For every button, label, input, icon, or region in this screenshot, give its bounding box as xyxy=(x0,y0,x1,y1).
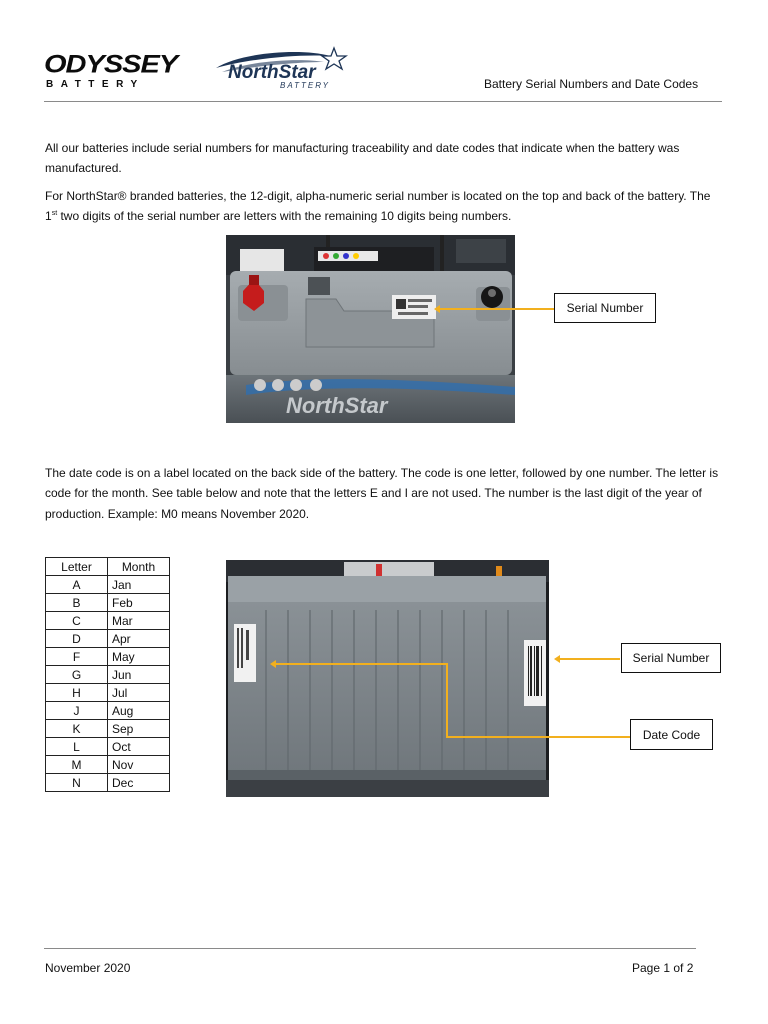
table-row xyxy=(46,756,170,774)
month-column-header: Month xyxy=(108,558,170,576)
intro-paragraph: All our batteries include serial numbers for manufacturing traceability and date codes that indicate when the battery was manufactured. xyxy=(45,141,680,175)
odyssey-logo-word: ODYSSEY xyxy=(44,51,178,79)
back-serial-callout-arrow xyxy=(554,655,560,663)
northstar-logo-word: NorthStar xyxy=(228,62,316,83)
table-row xyxy=(46,576,170,594)
table-row xyxy=(46,738,170,756)
letter-cell: C xyxy=(46,612,108,630)
top-serial-number-callout: Serial Number xyxy=(554,293,656,323)
date-code-table xyxy=(45,557,170,792)
northstar-battery-logo xyxy=(212,46,352,92)
ordinal-superscript: st xyxy=(51,209,58,217)
table-body xyxy=(46,576,170,792)
page-number: Page 1 of 2 xyxy=(632,961,694,975)
battery-brand-text: NorthStar xyxy=(286,393,388,418)
month-cell: Jun xyxy=(108,666,170,684)
letter-cell: H xyxy=(46,684,108,702)
month-cell: Feb xyxy=(108,594,170,612)
date-code-callout-line-bottom xyxy=(446,736,630,738)
table-row xyxy=(46,648,170,666)
table-header-row xyxy=(46,558,170,576)
back-serial-number-callout: Serial Number xyxy=(621,643,721,673)
footer-divider xyxy=(44,948,696,949)
northstar-logo-sub: BATTERY xyxy=(280,81,331,90)
date-code-callout: Date Code xyxy=(630,719,713,750)
month-cell: May xyxy=(108,648,170,666)
battery-back-illustration xyxy=(226,560,549,797)
odyssey-battery-logo xyxy=(44,52,186,92)
month-cell: Sep xyxy=(108,720,170,738)
letter-cell: D xyxy=(46,630,108,648)
month-cell: Aug xyxy=(108,702,170,720)
month-cell: Oct xyxy=(108,738,170,756)
month-cell: Jul xyxy=(108,684,170,702)
month-cell: Nov xyxy=(108,756,170,774)
letter-cell: J xyxy=(46,702,108,720)
table-row xyxy=(46,684,170,702)
footer-date: November 2020 xyxy=(45,961,131,975)
letter-cell: M xyxy=(46,756,108,774)
table-row xyxy=(46,612,170,630)
table-row xyxy=(46,630,170,648)
top-serial-callout-line xyxy=(438,308,554,310)
page-title: Battery Serial Numbers and Date Codes xyxy=(484,77,699,91)
letter-cell: N xyxy=(46,774,108,792)
header-divider xyxy=(44,101,722,102)
battery-top-illustration xyxy=(226,235,515,423)
letter-column-header: Letter xyxy=(46,558,108,576)
back-serial-callout-line xyxy=(560,658,620,660)
month-cell: Dec xyxy=(108,774,170,792)
top-serial-callout-arrow xyxy=(434,305,440,313)
table-row xyxy=(46,774,170,792)
serial-text-start: For NorthStar® branded batteries, the 12-digit, alpha-numeric serial number is located on the top and back of the battery. The 1 xyxy=(45,189,711,223)
letter-cell: A xyxy=(46,576,108,594)
date-code-callout-line-horizontal xyxy=(276,663,448,665)
serial-text-end: two digits of the serial number are letters with the remaining 10 digits being numbers. xyxy=(57,208,512,223)
battery-top-photo xyxy=(226,235,515,423)
odyssey-logo-sub: BATTERY xyxy=(46,79,145,90)
battery-back-photo xyxy=(226,560,549,797)
month-cell: Mar xyxy=(108,612,170,630)
letter-cell: K xyxy=(46,720,108,738)
letter-cell: L xyxy=(46,738,108,756)
month-cell: Jan xyxy=(108,576,170,594)
table-row xyxy=(46,720,170,738)
table-row xyxy=(46,594,170,612)
letter-cell: G xyxy=(46,666,108,684)
letter-cell: B xyxy=(46,594,108,612)
table-row xyxy=(46,702,170,720)
letter-cell: F xyxy=(46,648,108,666)
month-cell: Apr xyxy=(108,630,170,648)
date-code-paragraph: The date code is on a label located on the back side of the battery. The code is one letter, followed by one number. The letter is code for the month. See table below and note that the letters E and I are not used. The number is the last digit of the year of production. Example: M0 means November 2020. xyxy=(45,466,719,521)
table-row xyxy=(46,666,170,684)
date-code-callout-line-vertical xyxy=(446,663,448,738)
serial-location-paragraph xyxy=(45,187,720,226)
date-code-callout-arrow xyxy=(270,660,276,668)
